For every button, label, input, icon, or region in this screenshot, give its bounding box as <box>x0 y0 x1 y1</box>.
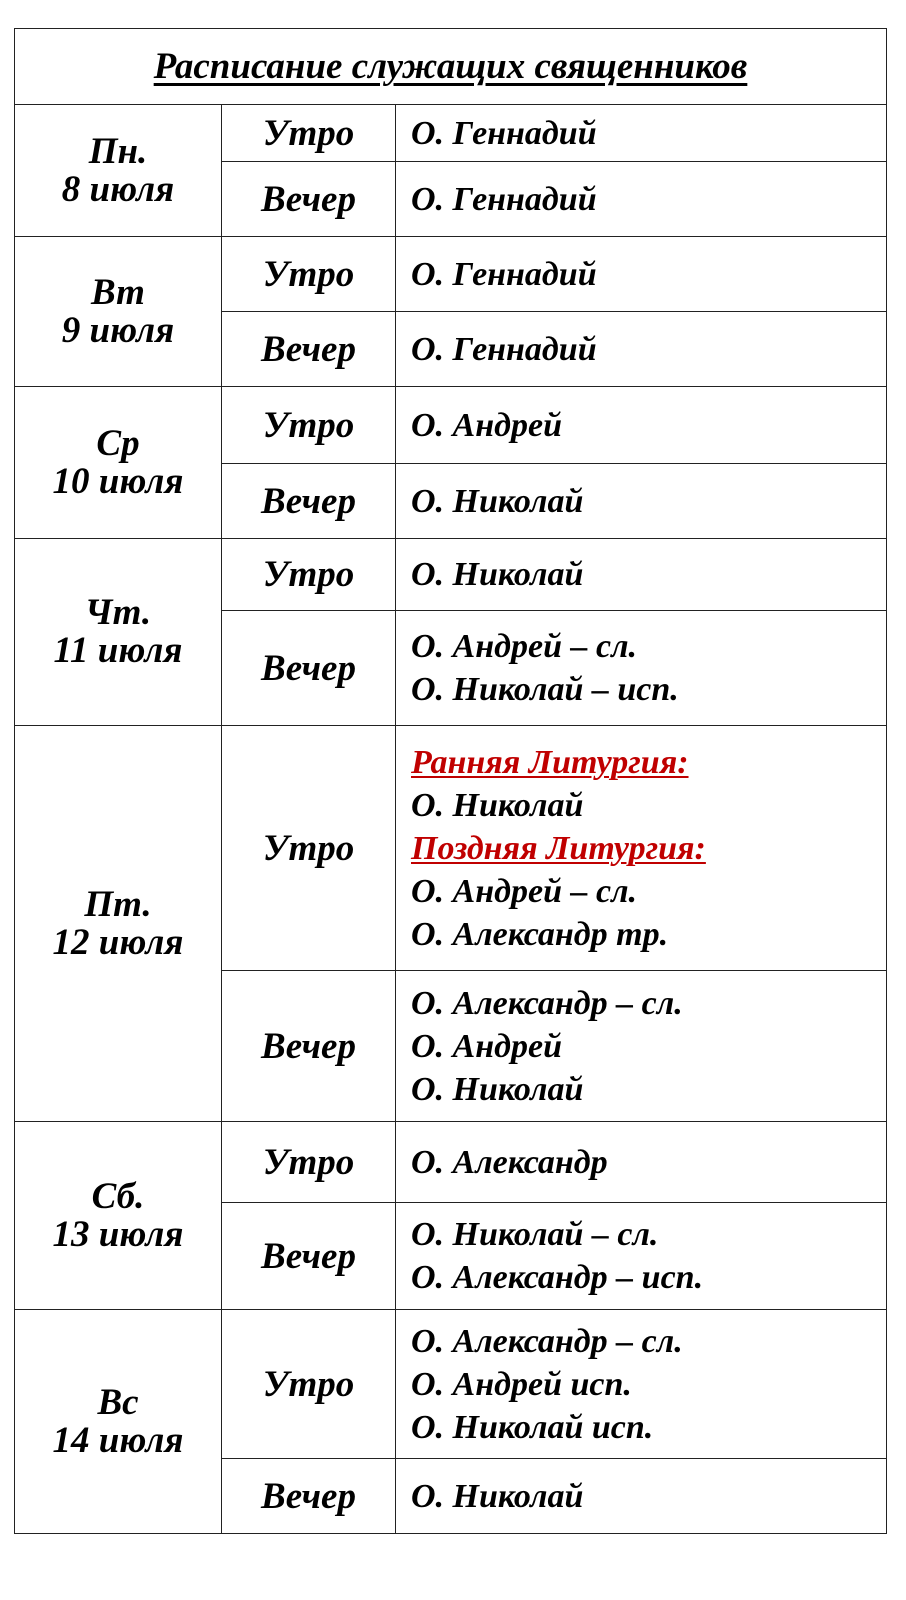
morning-priests <box>396 726 887 971</box>
evening-label: Вечер <box>222 162 396 237</box>
evening-label: Вечер <box>222 1203 396 1310</box>
day-name: Ср <box>96 422 140 464</box>
day-cell-thu <box>15 539 222 726</box>
priest-name: О. Николай – исп. <box>411 671 679 708</box>
day-name: Вс <box>97 1381 139 1423</box>
morning-priests <box>396 539 887 611</box>
priest-name: О. Геннадий <box>411 114 597 152</box>
priest-name: О. Николай <box>411 1070 584 1108</box>
evening-priests <box>396 1459 887 1534</box>
day-name: Пт. <box>84 883 152 925</box>
priest-name: О. Николай <box>411 482 584 520</box>
morning-label: Утро <box>222 1122 396 1203</box>
day-date: 14 июля <box>52 1419 184 1461</box>
priest-name: О. Александр – исп. <box>411 1259 704 1296</box>
late-liturgy-heading: Поздняя Литургия: <box>411 829 706 867</box>
morning-label: Утро <box>222 726 396 971</box>
day-cell-fri <box>15 726 222 1122</box>
title-cell <box>15 29 887 105</box>
table-row <box>15 1310 887 1459</box>
priest-name: О. Андрей исп. <box>411 1365 632 1403</box>
day-date: 13 июля <box>52 1213 184 1255</box>
early-liturgy-heading: Ранняя Литургия: <box>411 743 689 781</box>
day-cell-tue <box>15 237 222 387</box>
evening-label: Вечер <box>222 312 396 387</box>
evening-priests <box>396 162 887 237</box>
morning-priests <box>396 237 887 312</box>
morning-priests <box>396 1310 887 1459</box>
evening-label: Вечер <box>222 611 396 726</box>
day-date: 12 июля <box>52 921 184 963</box>
evening-label: Вечер <box>222 1459 396 1534</box>
day-date: 11 июля <box>53 630 183 671</box>
day-date: 10 июля <box>52 460 184 502</box>
priest-name: О. Андрей <box>411 406 562 444</box>
table-row <box>15 539 887 611</box>
table-row <box>15 726 887 971</box>
priest-name: О. Николай <box>411 556 584 593</box>
priest-name: О. Александр – сл. <box>411 1322 683 1360</box>
morning-label: Утро <box>222 539 396 611</box>
priest-name: О. Николай <box>411 786 584 824</box>
day-name: Вт <box>91 271 145 313</box>
priest-name: О. Геннадий <box>411 180 597 218</box>
day-name: Пн. <box>88 130 148 172</box>
priest-name: О. Геннадий <box>411 255 597 293</box>
priest-name: О. Андрей – сл. <box>411 872 638 910</box>
priest-name: О. Геннадий <box>411 330 597 368</box>
morning-label: Утро <box>222 105 396 162</box>
morning-label: Утро <box>222 1310 396 1459</box>
day-cell-sun <box>15 1310 222 1534</box>
priest-name: О. Александр – сл. <box>411 984 683 1022</box>
morning-priests <box>396 1122 887 1203</box>
table-row <box>15 1122 887 1203</box>
evening-priests <box>396 1203 887 1310</box>
day-name: Сб. <box>91 1175 145 1217</box>
title-row <box>15 29 887 105</box>
priest-name: О. Александр <box>411 1143 608 1181</box>
schedule-title: Расписание служащих священников <box>153 46 748 87</box>
priest-name: О. Николай исп. <box>411 1408 654 1446</box>
morning-label: Утро <box>222 387 396 464</box>
table-row <box>15 237 887 312</box>
priest-name: О. Андрей – сл. <box>411 628 638 665</box>
priest-name: О. Александр тр. <box>411 915 669 953</box>
evening-priests <box>396 611 887 726</box>
day-date: 8 июля <box>61 168 175 210</box>
evening-label: Вечер <box>222 971 396 1122</box>
priest-name: О. Николай <box>411 1477 584 1515</box>
morning-priests <box>396 387 887 464</box>
evening-priests <box>396 464 887 539</box>
morning-label: Утро <box>222 237 396 312</box>
table-row <box>15 387 887 464</box>
evening-priests <box>396 971 887 1122</box>
day-cell-sat <box>15 1122 222 1310</box>
day-cell-mon <box>15 105 222 237</box>
evening-label: Вечер <box>222 464 396 539</box>
day-date: 9 июля <box>61 309 175 351</box>
day-name: Чт. <box>84 592 152 633</box>
evening-priests <box>396 312 887 387</box>
schedule-table <box>14 28 887 1534</box>
morning-priests <box>396 105 887 162</box>
priest-name: О. Николай – сл. <box>411 1216 659 1253</box>
priest-name: О. Андрей <box>411 1027 562 1065</box>
day-cell-wed <box>15 387 222 539</box>
table-row <box>15 105 887 162</box>
